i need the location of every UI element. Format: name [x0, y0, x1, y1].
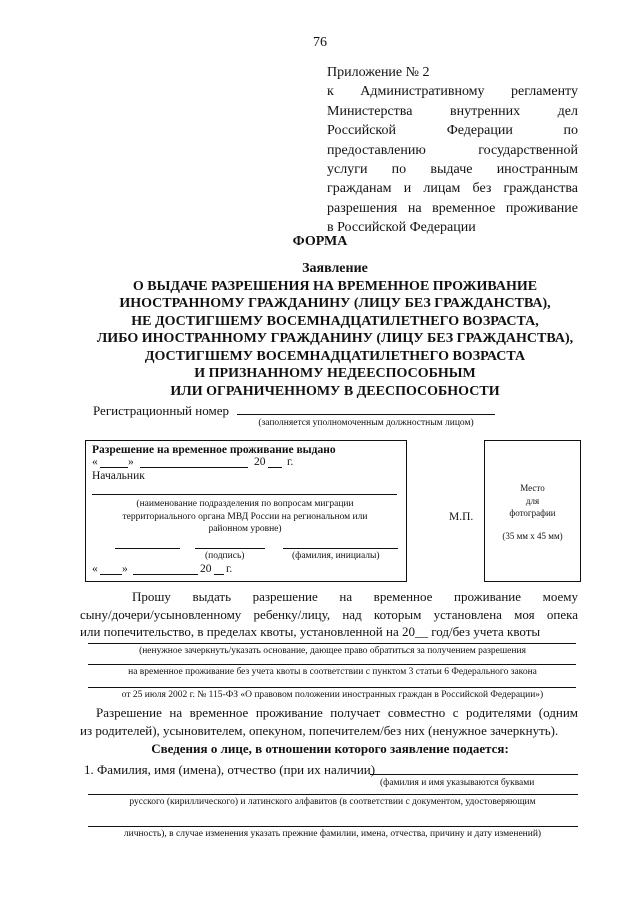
issue-day-field[interactable] — [100, 574, 122, 575]
form-label: ФОРМА — [292, 234, 348, 249]
field-1-hint-1: (фамилия и имя указываются буквами — [380, 778, 535, 788]
registration-label: Регистрационный номер — [93, 403, 229, 418]
appendix-line: гражданам и лицам без гражданства — [327, 181, 578, 197]
stamp-place-label: М.П. — [449, 511, 474, 523]
registration-number-field[interactable] — [237, 414, 495, 415]
issue-date-close: » — [122, 563, 128, 575]
title-line: ИНОСТРАННОМУ ГРАЖДАНИНУ (ЛИЦУ БЕЗ ГРАЖДАНСТВА), — [119, 296, 551, 311]
basis-note-2: на временное проживание без учета квоты в соответствии с пунктом 3 статьи 6 Федерального закона — [128, 667, 537, 677]
joint-line: из родителей), усыновителем, опекуном, попечителем/без них (ненужное зачеркнуть). — [80, 722, 559, 738]
department-field[interactable] — [92, 494, 397, 495]
permit-year-suffix: г. — [287, 456, 294, 468]
title-line: И ПРИЗНАННОМУ НЕДЕЕСПОСОБНЫМ — [194, 366, 476, 381]
permit-month-field[interactable] — [140, 467, 248, 468]
permit-day-field[interactable] — [100, 467, 128, 468]
basis-field[interactable] — [88, 643, 576, 644]
chief-label: Начальник — [92, 470, 145, 482]
permit-date-open: « — [92, 456, 98, 468]
title-line: ЛИБО ИНОСТРАННОМУ ГРАЖДАНИНУ (ЛИЦУ БЕЗ ГРАЖДАНСТВА), — [96, 331, 574, 346]
permit-year-field[interactable] — [268, 467, 282, 468]
issue-year-field[interactable] — [214, 574, 224, 575]
appendix-line: услуги по выдаче иностранным — [327, 162, 578, 178]
name-hint: (фамилия, инициалы) — [292, 551, 380, 561]
issue-year-suffix: г. — [226, 563, 233, 575]
document-title — [40, 260, 630, 400]
title-line: ДОСТИГШЕМУ ВОСЕМНАДЦАТИЛЕТНЕГО ВОЗРАСТА — [144, 348, 526, 364]
title-heading: Заявление — [302, 261, 368, 276]
appendix-line: в Российской Федерации — [327, 220, 476, 236]
basis-field-3[interactable] — [88, 687, 576, 688]
field-1-hint-3: личность), в случае изменения указать прежние фамилии, имена, отчества, причину и дату изменений) — [123, 829, 542, 839]
photo-caption-line: фотографии — [509, 508, 556, 518]
field-1-label: 1. Фамилия, имя (имена), отчество (при их наличии) — [84, 762, 376, 777]
full-name-field-3[interactable] — [88, 826, 578, 827]
appendix-title: Приложение № 2 — [327, 65, 430, 80]
request-line: сыну/дочери/усыновленному ребенку/лицу, над которым установлена моя опека — [80, 606, 578, 622]
permit-heading: Разрешение на временное проживание выдано — [92, 444, 336, 456]
appendix-block — [327, 63, 578, 238]
department-hint: (наименование подразделения по вопросам миграции территориального органа МВД России на региональном или районном уровне) — [122, 499, 368, 534]
name-field[interactable] — [283, 548, 398, 549]
issue-month-field[interactable] — [133, 574, 198, 575]
signature-field[interactable] — [115, 548, 180, 549]
issue-year: 20 — [200, 563, 212, 575]
title-line: НЕ ДОСТИГШЕМУ ВОСЕМНАДЦАТИЛЕТНЕГО ВОЗРАСТА, — [131, 313, 539, 329]
request-paragraph — [80, 588, 578, 641]
appendix-line: разрешения на временное проживание — [327, 200, 578, 216]
title-line: ИЛИ ОГРАНИЧЕННОМУ В ДЕЕСПОСОБНОСТИ — [170, 383, 500, 399]
appendix-line: к Административному регламенту — [327, 84, 578, 100]
field-1-hint-2: русского (кириллического) и латинского алфавитов (в соответствии с документом, удостоверяющим — [129, 797, 536, 807]
photo-caption-line: для — [525, 495, 540, 506]
photo-caption-line: Место — [520, 483, 545, 493]
info-heading: Сведения о лице, в отношении которого заявление подается: — [151, 741, 509, 756]
title-line: О ВЫДАЧЕ РАЗРЕШЕНИЯ НА ВРЕМЕННОЕ ПРОЖИВАНИЕ — [132, 278, 538, 294]
full-name-field-2[interactable] — [88, 794, 578, 795]
signature-hint: (подпись) — [205, 551, 245, 561]
permit-date-close: » — [128, 456, 134, 468]
photo-size: (35 мм х 45 мм) — [502, 530, 563, 541]
full-name-field[interactable] — [370, 774, 578, 775]
joint-paragraph — [80, 704, 578, 739]
permit-year: 20 — [254, 456, 266, 468]
signature-field-2[interactable] — [195, 548, 265, 549]
joint-line: Разрешение на временное проживание получает совместно с родителями (одним — [96, 705, 578, 720]
basis-field-2[interactable] — [88, 664, 576, 665]
appendix-line: Российской Федерации по — [327, 123, 578, 139]
appendix-line: предоставлению государственной — [327, 142, 578, 158]
basis-note-3: от 25 июля 2002 г. № 115-ФЗ «О правовом положении иностранных граждан в Российской Федерации») — [121, 690, 544, 700]
page-number: 76 — [313, 35, 327, 50]
registration-hint: (заполняется уполномоченным должностным лицом) — [258, 418, 474, 428]
basis-note-1: (ненужное зачеркнуть/указать основание, дающее право обратиться за получением разрешения — [139, 646, 526, 656]
issue-date-open: « — [92, 563, 98, 575]
appendix-line: Министерства внутренних дел — [327, 103, 578, 119]
request-line: или попечительство, в пределах квоты, установленной на 20__ год/без учета квоты — [80, 624, 541, 639]
photo-caption — [484, 482, 581, 542]
request-line: Прошу выдать разрешение на временное проживание моему — [132, 589, 578, 604]
